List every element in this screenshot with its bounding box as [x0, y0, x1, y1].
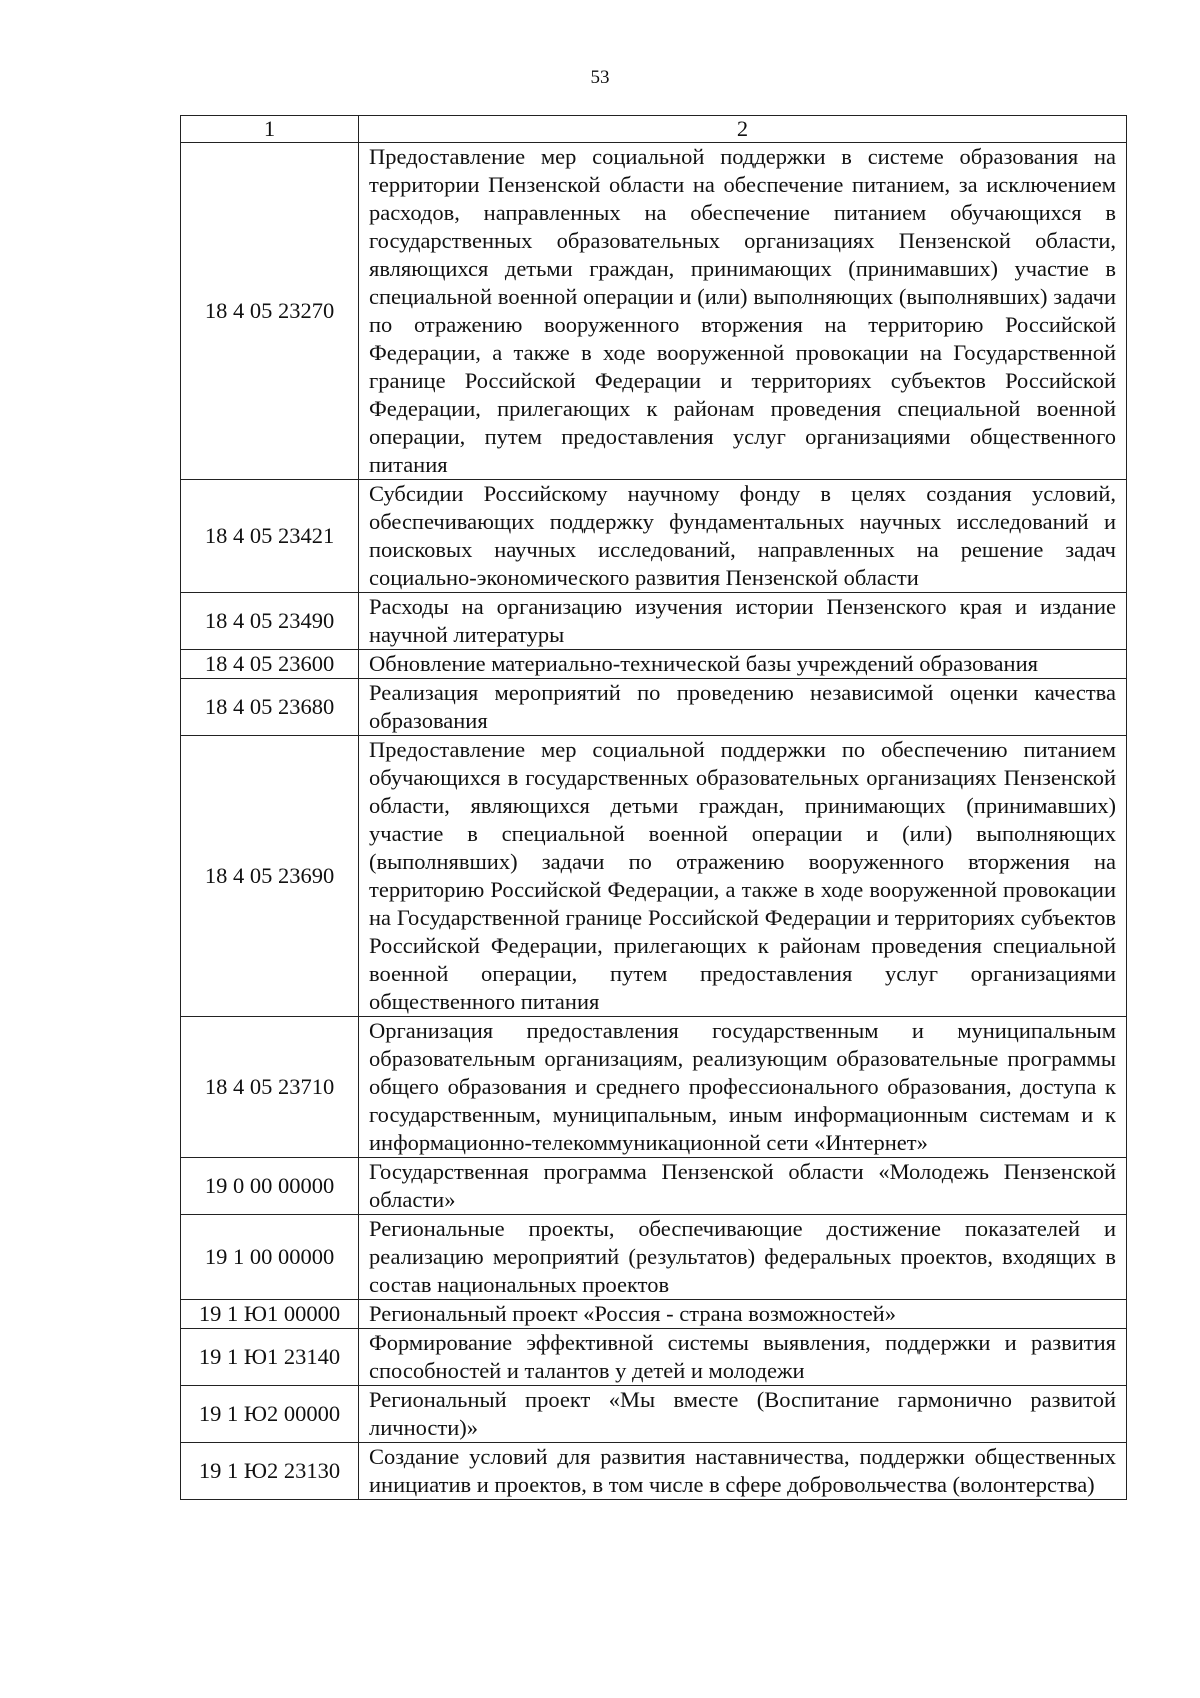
row-description: Региональный проект «Россия - страна возможностей»	[359, 1300, 1127, 1329]
table-row	[181, 679, 1127, 736]
row-description: Обновление материально-технической базы учреждений образования	[359, 650, 1127, 679]
row-code: 18 4 05 23490	[181, 593, 359, 650]
budget-code-table	[180, 115, 1127, 1500]
table-row	[181, 1300, 1127, 1329]
table-row	[181, 1329, 1127, 1386]
table-row	[181, 480, 1127, 593]
row-description: Формирование эффективной системы выявления, поддержки и развития способностей и талантов у детей и молодежи	[359, 1329, 1127, 1386]
row-code: 19 1 Ю2 23130	[181, 1443, 359, 1500]
row-code: 18 4 05 23710	[181, 1017, 359, 1158]
row-description: Создание условий для развития наставничества, поддержки общественных инициатив и проектов, в том числе в сфере добровольчества (волонтерства)	[359, 1443, 1127, 1500]
row-code: 19 1 Ю1 23140	[181, 1329, 359, 1386]
row-code: 19 1 Ю1 00000	[181, 1300, 359, 1329]
row-code: 19 1 00 00000	[181, 1215, 359, 1300]
column-header-code: 1	[181, 116, 359, 143]
table-row	[181, 736, 1127, 1017]
row-code: 19 1 Ю2 00000	[181, 1386, 359, 1443]
table-row	[181, 1386, 1127, 1443]
row-description: Предоставление мер социальной поддержки в системе образования на территории Пензенской области на обеспечение питанием, за исключением расходов, направленных на обеспечение питанием обучающихся в государственных образовательных организациях Пензенской области, являющихся детьми граждан, принимающих (принимавших) участие в специальной военной операции и (или) выполняющих (выполнявших) задачи по отражению вооруженного вторжения на территорию Российской Федерации, а также в ходе вооруженной провокации на Государственной границе Российской Федерации и территориях субъектов Российской Федерации, прилегающих к районам проведения специальной военной операции, путем предоставления услуг организациями общественного питания	[359, 143, 1127, 480]
row-code: 18 4 05 23680	[181, 679, 359, 736]
page-number: 53	[590, 67, 610, 88]
row-code: 18 4 05 23270	[181, 143, 359, 480]
row-code: 18 4 05 23421	[181, 480, 359, 593]
table-row	[181, 593, 1127, 650]
row-description: Региональный проект «Мы вместе (Воспитание гармонично развитой личности)»	[359, 1386, 1127, 1443]
row-description: Региональные проекты, обеспечивающие достижение показателей и реализацию мероприятий (результатов) федеральных проектов, входящих в состав национальных проектов	[359, 1215, 1127, 1300]
table-row	[181, 1017, 1127, 1158]
table-row	[181, 650, 1127, 679]
table-row	[181, 143, 1127, 480]
table-header-row	[181, 116, 1127, 143]
table-row	[181, 1158, 1127, 1215]
row-description: Субсидии Российскому научному фонду в целях создания условий, обеспечивающих поддержку фундаментальных научных исследований и поисковых научных исследований, направленных на решение задач социально-экономического развития Пензенской области	[359, 480, 1127, 593]
row-description: Предоставление мер социальной поддержки по обеспечению питанием обучающихся в государственных образовательных организациях Пензенской области, являющихся детьми граждан, принимающих (принимавших) участие в специальной военной операции и (или) выполняющих (выполнявших) задачи по отражению вооруженного вторжения на территорию Российской Федерации, а также в ходе вооруженной провокации на Государственной границе Российской Федерации и территориях субъектов Российской Федерации, прилегающих к районам проведения специальной военной операции, путем предоставления услуг организациями общественного питания	[359, 736, 1127, 1017]
row-description: Реализация мероприятий по проведению независимой оценки качества образования	[359, 679, 1127, 736]
row-code: 19 0 00 00000	[181, 1158, 359, 1215]
column-header-description: 2	[359, 116, 1127, 143]
row-code: 18 4 05 23600	[181, 650, 359, 679]
table-row	[181, 1443, 1127, 1500]
row-description: Организация предоставления государственным и муниципальным образовательным организациям, реализующим образовательные программы общего образования и среднего профессионального образования, доступа к государственным, муниципальным, иным информационным системам и к информационно-телекоммуникационной сети «Интернет»	[359, 1017, 1127, 1158]
row-description: Расходы на организацию изучения истории Пензенского края и издание научной литературы	[359, 593, 1127, 650]
row-code: 18 4 05 23690	[181, 736, 359, 1017]
table-row	[181, 1215, 1127, 1300]
row-description: Государственная программа Пензенской области «Молодежь Пензенской области»	[359, 1158, 1127, 1215]
